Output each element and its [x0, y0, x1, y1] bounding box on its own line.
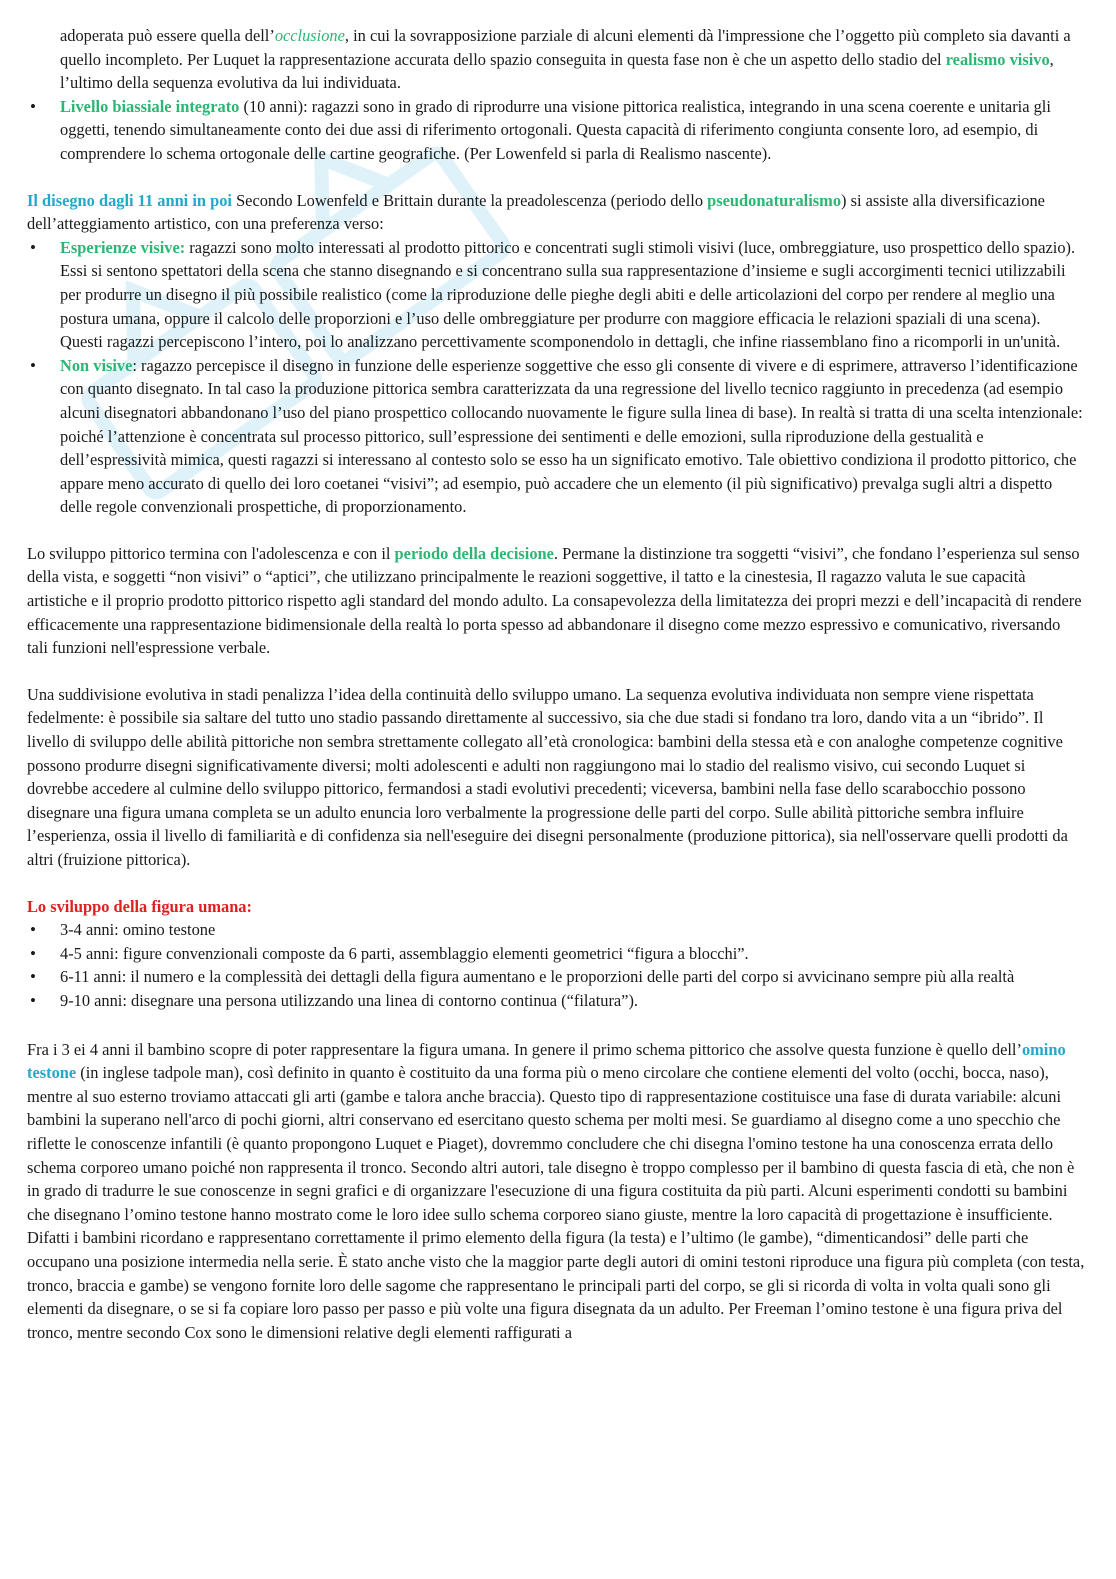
paragraph-occlusione: adoperata può essere quella dell’occlusione, in cui la sovrapposizione parziale di alcuni elementi dà l'impressione che l’oggetto più completo sia davanti a quello incompleto. Per Luquet la rappresentazione accurata dello spazio conseguita in questa fase non è che un aspetto dello stadio del realismo visivo, l’ultimo della sequenza evolutiva da lui individuata.	[60, 26, 1071, 93]
paragraph-11-anni: Il disegno dagli 11 anni in poi Secondo Lowenfeld e Brittain durante la preadolescenza (periodo dello pseudonaturalismo) si assiste alla diversificazione dell’atteggiamento artistico, con una preferenza verso:	[27, 190, 1045, 234]
term-non-visive: Non visive	[60, 355, 133, 375]
bullet-list-biassiale	[27, 95, 1085, 166]
paragraph-decisione: Lo sviluppo pittorico termina con l'adolescenza e con il periodo della decisione. Permane la distinzione tra soggetti “visivi”, che fondano l’esperienza sul senso della vista, e soggetti “non visivi” o “aptici”, che utilizzano principalmente le reazioni soggettive, il tatto e la cinestesia, Il ragazzo valuta le sue capacità artistiche e il proprio prodotto pittorico rispetto agli standard del mondo adulto. La consapevolezza della limitatezza dei propri mezzi e dell’incapacità di rendere efficacemente una rappresentazione bidimensionale della realtà lo porta spesso ad abbandonare il disegno come mezzo espressivo e comunicativo, riversando tali funzioni nell'espressione verbale.	[27, 543, 1082, 658]
list-item: • 9-10 anni: disegnare una persona utilizzando una linea di contorno continua (“filatura”).	[27, 989, 1085, 1013]
list-item: • 6-11 anni: il numero e la complessità dei dettagli della figura aumentano e le proporzioni delle parti del corpo si avvicinano sempre più alla realtà	[27, 965, 1085, 989]
paragraph-stadi: Una suddivisione evolutiva in stadi penalizza l’idea della continuità dello sviluppo umano. La sequenza evolutiva individuata non sempre viene rispettata fedelmente: è possibile sia saltare del tutto uno stadio passando direttamente al successivo, sia che due stadi si fondano tra loro, dando vita a un “ibrido”. Il livello di sviluppo delle abilità pittoriche non sembra strettamente collegato all’età cronologica: bambini della stessa età e con analoghe competenze cognitive possono produrre disegni significativamente diversi; molti adolescenti e adulti non raggiungono mai lo stadio del realismo visivo, cui secondo Luquet si dovrebbe accedere al culmine dello sviluppo pittorico, fermandosi a stadi evolutivi precedenti; viceversa, bambini nella fase dello scarabocchio possono disegnare una figura umana completa se un adulto enuncia loro verbalmente la progressione delle parti del corpo. Sulle abilità pittoriche sembra influire l’esperienza, ossia il livello di familiarità e di confidenza sia nell'eseguire dei disegni personalmente (produzione pittorica), sia nell'osservare quelli prodotti da altri (fruizione pittorica).	[27, 684, 1068, 869]
list-item: • Esperienze visive: ragazzi sono molto interessati al prodotto pittorico e concentrati sugli stimoli visivi (luce, ombreggiature, uso prospettico dello spazio). Essi si sentono spettatori della scena che stanno disegnando e si concentrano sulla sua rappresentazione d’insieme e sugli accorgimenti tecnici utilizzabili per produrre un disegno il più possibile realistico (come la riproduzione delle pieghe degli abiti e delle articolazioni del corpo per rendere al meglio una postura umana, oppure il calcolo delle proporzioni e l’uso delle ombreggiature per produrre con maggiore efficacia le relazioni spaziali di una scena). Questi ragazzi percepiscono l’intero, poi lo analizzano percettivamente scomponendolo in dettagli, che infine riassemblano fino a ricomporli in un'unità.	[27, 236, 1085, 354]
section-heading-11-anni: Il disegno dagli 11 anni in poi	[27, 190, 232, 210]
term-esperienze-visive: Esperienze visive:	[60, 237, 186, 257]
bullet-list-atteggiamento	[27, 236, 1085, 519]
term-livello-biassiale: Livello biassiale integrato	[60, 96, 240, 116]
list-item: • Livello biassiale integrato (10 anni): ragazzi sono in grado di riprodurre una visione pittorica realistica, integrando in una scena coerente e unitaria gli oggetti, tenendo simultaneamente conto dei due assi di riferimento ortogonali. Questa capacità di riferimento congiunta consente loro, ad esempio, di comprendere lo schema ortogonale delle cartine geografiche. (Per Lowenfeld si parla di Realismo nascente).	[27, 95, 1085, 166]
term-omino-testone: omino testone	[27, 1039, 1066, 1083]
bullet-list-figura-umana	[27, 918, 1085, 1012]
document-page	[27, 24, 1085, 1344]
term-realismo-visivo: realismo visivo	[945, 49, 1050, 69]
list-item: • 4-5 anni: figure convenzionali composte da 6 parti, assemblaggio elementi geometrici “figura a blocchi”.	[27, 942, 1085, 966]
term-periodo-decisione: periodo della decisione	[394, 543, 554, 563]
paragraph-omino-testone: Fra i 3 ei 4 anni il bambino scopre di poter rappresentare la figura umana. In genere il primo schema pittorico che assolve questa funzione è quello dell’omino testone (in inglese tadpole man), così definito in quanto è costituito da una forma più o meno circolare che contiene elementi del volto (occhi, bocca, naso), mentre al suo esterno troviamo attaccati gli arti (gambe e talora anche braccia). Questo tipo di rappresentazione costituisce una fase di durata variabile: alcuni bambini la superano nell'arco di pochi giorni, altri conservano ed esercitano questo schema per molti mesi. Se guardiamo al disegno come a uno specchio che riflette le conoscenze infantili (è quanto propongono Luquet e Piaget), dovremmo concludere che chi disegna l'omino testone ha una conoscenza errata dello schema corporeo umano poiché non rappresenta il tronco. Secondo altri autori, tale disegno è troppo complesso per il bambino di questa fascia di età, che non è in grado di tradurre le sue conoscenze in segni grafici e di organizzare l'esecuzione di una figura costituita da più parti. Alcuni esperimenti condotti su bambini che disegnano l’omino testone hanno mostrato come le loro idee sullo schema corporeo siano giuste, mentre la loro capacità di progettazione è insufficiente. Difatti i bambini ricordano e rappresentano correttamente il primo elemento della figura (la testa) e l’ultimo (le gambe), “dimenticandosi” delle parti che occupano una posizione intermedia nella serie. È stato anche visto che la maggior parte degli autori di omini testoni riproduce una figura più completa (con testa, tronco, braccia e gambe) se vengono fornite loro delle sagome che rappresentano le principali parti del corpo, se gli si ricorda di volta in volta quali sono gli elementi da disegnare, o se si fa copiare loro passo per passo e più volte una figura disegnata da un adulto. Per Freeman l’omino testone è una figura priva del tronco, mentre secondo Cox sono le dimensioni relative degli elementi raffigurati a	[27, 1039, 1085, 1342]
term-occlusione: occlusione	[274, 26, 345, 45]
list-item: • 3-4 anni: omino testone	[27, 918, 1085, 942]
term-pseudonaturalismo: pseudonaturalismo	[707, 190, 842, 210]
section-heading-figura-umana: Lo sviluppo della figura umana:	[27, 896, 252, 916]
list-item: • Non visive: ragazzo percepisce il disegno in funzione delle esperienze soggettive che esso gli consente di vivere e di esprimere, attraverso l’identificazione con quanto disegnato. In tal caso la produzione pittorica sembra caratterizzata da una regressione del livello tecnico raggiunto in precedenza (ad esempio alcuni disegnatori abbandonano l’uso del piano prospettico collocando nuovamente le figure sulla linea di base). In realtà si tratta di una scelta intenzionale: poiché l’attenzione è concentrata sul processo pittorico, sull’espressione dei sentimenti e delle emozioni, sulla riproduzione della gestualità e dell’espressività mimica, questi ragazzi si interessano al contesto solo se esso ha un significato emotivo. Tale obiettivo condiziona il prodotto pittorico, che appare meno accurato di quello dei loro coetanei “visivi”; ad esempio, può accadere che un elemento (il più significativo) prevalga sugli altri a dispetto delle regole convenzionali prospettiche, di proporzionamento.	[27, 354, 1085, 519]
